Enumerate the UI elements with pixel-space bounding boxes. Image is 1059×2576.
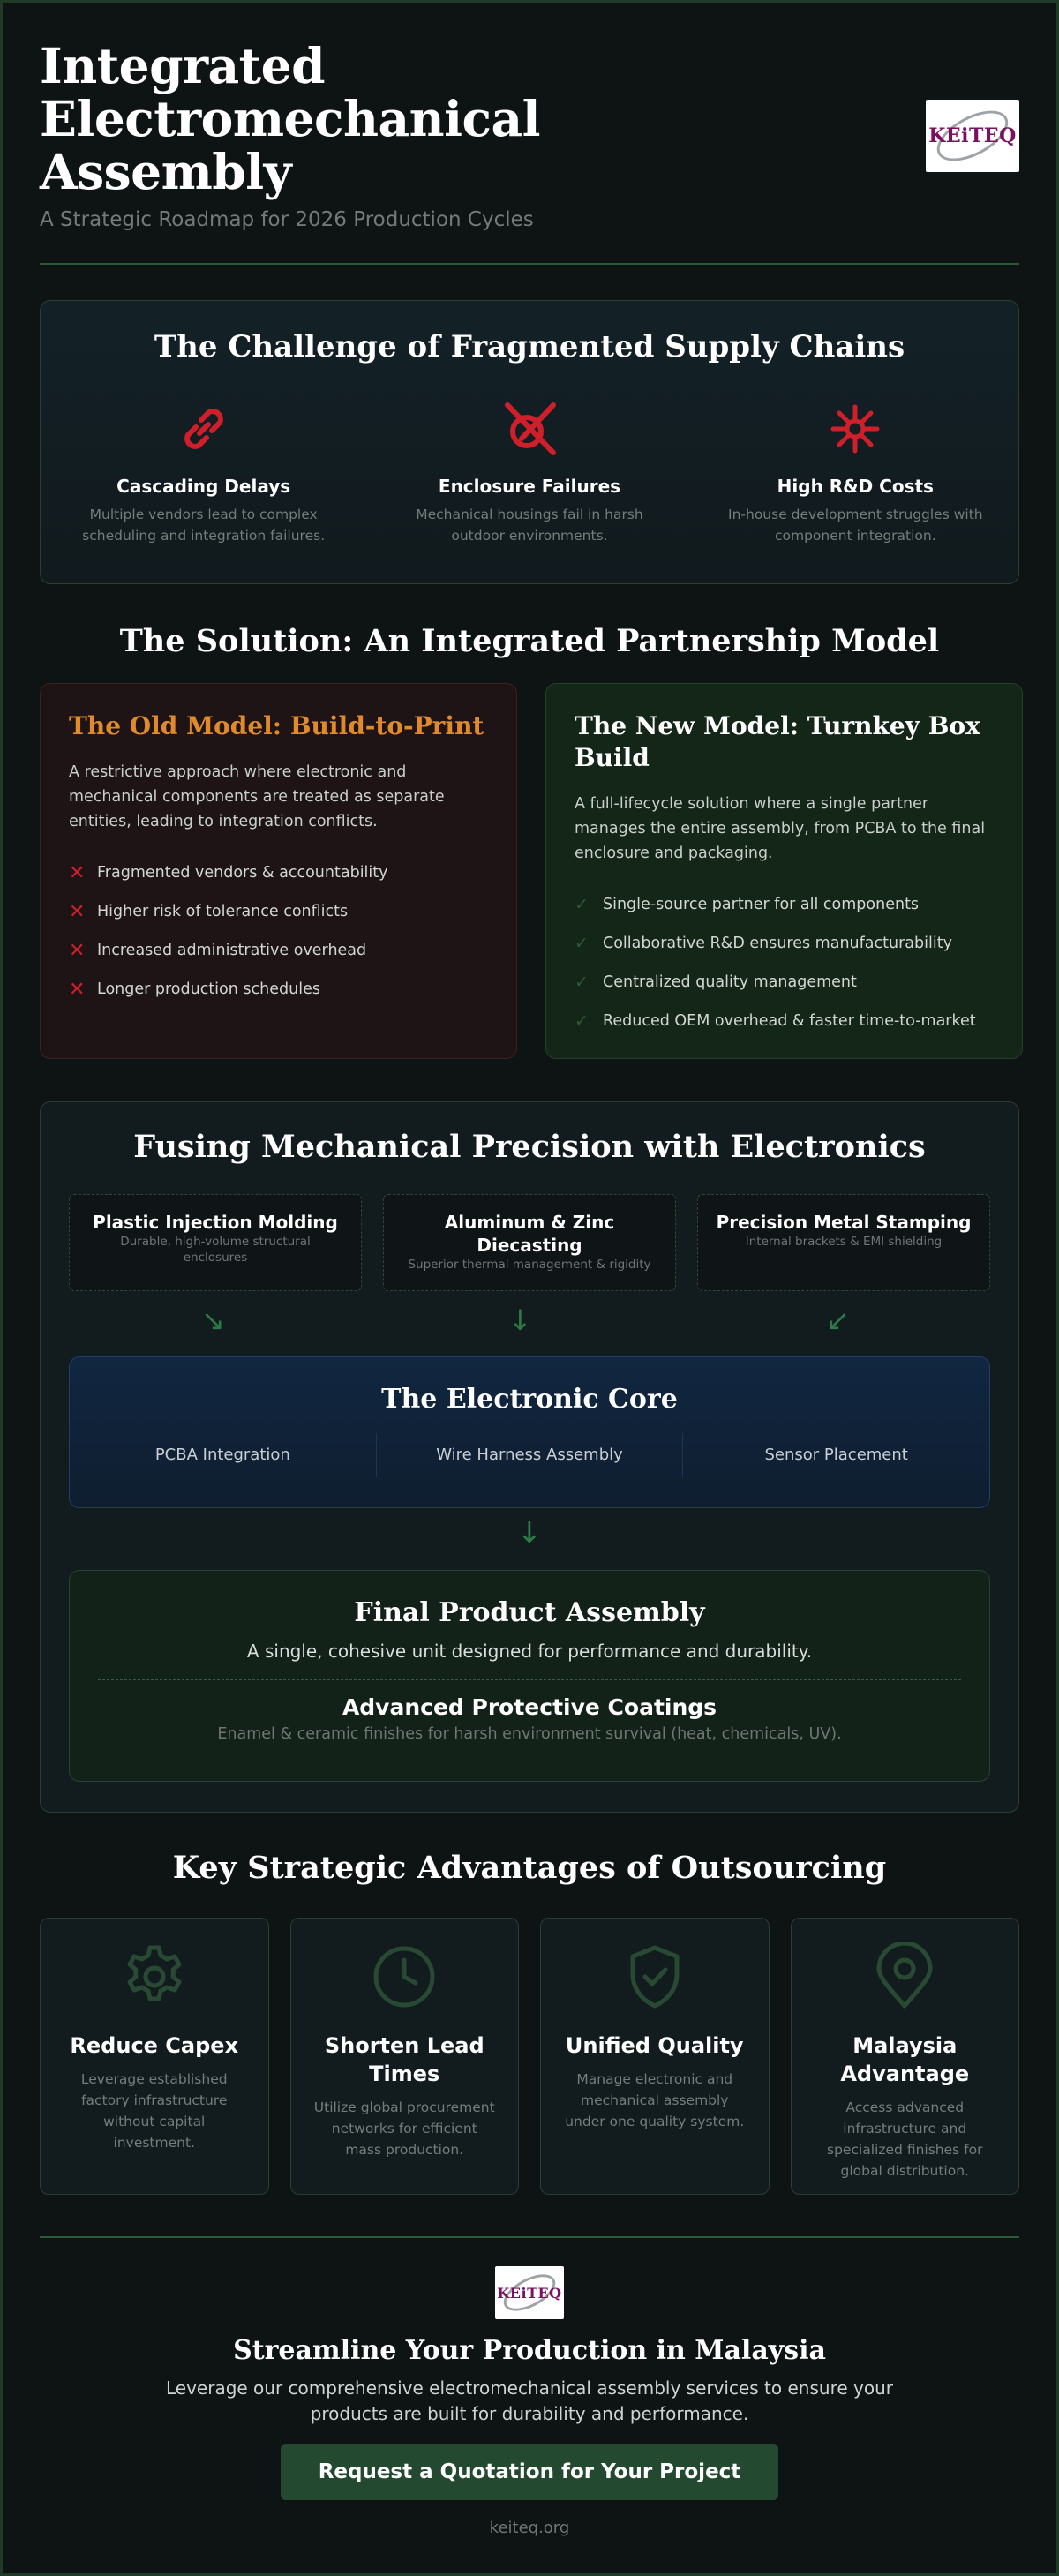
list-item-text: Single-source partner for all components xyxy=(603,896,920,913)
check-icon: ✓ xyxy=(575,934,589,953)
coatings-title: Advanced Protective Coatings xyxy=(342,1694,717,1720)
challenge-item xyxy=(366,398,692,546)
challenge-item xyxy=(693,398,1018,546)
advantage-card xyxy=(791,1918,1020,2195)
new-model-card xyxy=(545,683,1023,1059)
website-link[interactable]: keiteq.org xyxy=(489,2519,570,2537)
challenge-item-title: Enclosure Failures xyxy=(438,476,621,497)
logo-wordmark: KEiTEQ xyxy=(497,2284,562,2302)
request-quotation-button[interactable]: Request a Quotation for Your Project xyxy=(281,2444,778,2500)
coatings-desc: Enamel & ceramic finishes for harsh environment survival (heat, chemicals, UV). xyxy=(217,1725,842,1743)
challenge-item-title: Cascading Delays xyxy=(116,476,291,497)
new-model-list xyxy=(575,885,994,1040)
final-assembly-card xyxy=(69,1570,990,1782)
challenge-section xyxy=(40,300,1019,584)
advantage-title: Reduce Capex xyxy=(70,2033,239,2058)
check-icon: ✓ xyxy=(575,973,589,992)
header xyxy=(40,3,1019,265)
arrow-down-icon: ↓ xyxy=(508,1303,532,1337)
crossed-circle-icon xyxy=(366,398,692,460)
virus-icon xyxy=(693,398,1018,460)
process-sub: Superior thermal management & rigidity xyxy=(408,1258,651,1272)
advantage-desc: Manage electronic and mechanical assembly under one quality system. xyxy=(565,2071,745,2129)
cta-title: Streamline Your Production in Malaysia xyxy=(233,2335,826,2366)
fusing-section xyxy=(40,1101,1019,1813)
core-item: Sensor Placement xyxy=(682,1433,989,1477)
challenge-item-desc: Multiple vendors lead to complex scheduling and integration failures. xyxy=(82,507,326,544)
list-item-text: Reduced OEM overhead & faster time-to-market xyxy=(603,1012,976,1030)
arrow-down-right-icon: ↘ xyxy=(201,1303,225,1337)
list-item xyxy=(69,970,488,1009)
challenge-item-title: High R&D Costs xyxy=(777,476,934,497)
electronic-core-card xyxy=(69,1356,990,1508)
fusing-title: Fusing Mechanical Precision with Electronics xyxy=(133,1129,926,1165)
process-card xyxy=(697,1194,990,1291)
x-icon: ✕ xyxy=(69,861,86,884)
new-model-desc: A full-lifecycle solution where a single partner manages the entire assembly, from PCBA to the final enclosure and packaging. xyxy=(575,795,986,862)
old-model-desc: A restrictive approach where electronic and mechanical components are treated as separate entities, leading to integration conflicts. xyxy=(69,763,445,830)
check-icon: ✓ xyxy=(575,1011,589,1031)
arrow-down-icon: ↓ xyxy=(516,1515,543,1551)
x-icon: ✕ xyxy=(69,900,86,923)
new-model-title: The New Model: Turnkey Box Build xyxy=(575,711,980,772)
advantage-card xyxy=(290,1918,520,2195)
list-item xyxy=(69,931,488,970)
old-model-card xyxy=(40,683,517,1059)
list-item-text: Centralized quality management xyxy=(603,973,857,991)
advantage-card xyxy=(40,1918,269,2195)
advantage-title: Unified Quality xyxy=(565,2033,744,2058)
process-card xyxy=(383,1194,676,1291)
broken-link-icon xyxy=(41,398,366,460)
arrow-down-left-icon: ↙ xyxy=(826,1303,850,1337)
process-sub: Internal brackets & EMI shielding xyxy=(745,1235,943,1249)
shield-check-icon xyxy=(541,1941,769,2012)
logo-wordmark: KEiTEQ xyxy=(928,124,1017,147)
list-item xyxy=(575,963,994,1002)
core-item: Wire Harness Assembly xyxy=(376,1433,683,1477)
x-icon: ✕ xyxy=(69,939,86,962)
challenge-title: The Challenge of Fragmented Supply Chains xyxy=(154,329,905,364)
final-title: Final Product Assembly xyxy=(354,1597,705,1628)
final-sub: A single, cohesive unit designed for performance and durability. xyxy=(246,1641,813,1662)
company-logo xyxy=(926,100,1019,172)
footer-logo xyxy=(495,2266,564,2319)
core-item: PCBA Integration xyxy=(154,1446,290,1464)
advantage-card xyxy=(540,1918,770,2195)
advantage-desc: Leverage established factory infrastructure without capital investment. xyxy=(80,2071,228,2151)
list-item-text: Increased administrative overhead xyxy=(97,942,367,959)
page-subtitle: A Strategic Roadmap for 2026 Production Cycles xyxy=(40,208,534,231)
clock-icon xyxy=(291,1941,519,2012)
list-item xyxy=(575,924,994,963)
old-model-list xyxy=(69,853,488,1009)
advantage-desc: Access advanced infrastructure and specialized finishes for global distribution. xyxy=(827,2099,983,2179)
list-item-text: Fragmented vendors & accountability xyxy=(97,864,388,882)
footer xyxy=(40,2236,1019,2545)
list-item-text: Higher risk of tolerance conflicts xyxy=(97,903,349,920)
challenge-item-desc: In-house development struggles with component integration. xyxy=(728,507,983,544)
gear-icon xyxy=(41,1941,268,2012)
page-title: Integrated Electromechanical Assembly xyxy=(40,37,541,200)
solution-title: The Solution: An Integrated Partnership Model xyxy=(119,623,940,659)
challenge-item xyxy=(41,398,366,546)
map-pin-icon xyxy=(792,1941,1019,2012)
process-sub: Durable, high-volume structural enclosures xyxy=(120,1235,311,1265)
x-icon: ✕ xyxy=(69,978,86,1001)
process-title: Aluminum & Zinc Diecasting xyxy=(444,1212,615,1256)
list-item xyxy=(69,892,488,931)
cta-subtitle: Leverage our comprehensive electromechanical assembly services to ensure your products are built for durability and performance. xyxy=(165,2377,893,2424)
list-item xyxy=(575,1002,994,1040)
list-item-text: Longer production schedules xyxy=(97,980,320,998)
process-title: Precision Metal Stamping xyxy=(716,1212,972,1233)
process-card xyxy=(69,1194,362,1291)
list-item xyxy=(69,853,488,892)
list-item xyxy=(575,885,994,924)
challenge-item-desc: Mechanical housings fail in harsh outdoor environments. xyxy=(416,507,643,544)
advantage-title: Shorten Lead Times xyxy=(324,2033,484,2086)
list-item-text: Collaborative R&D ensures manufacturability xyxy=(603,935,952,952)
process-title: Plastic Injection Molding xyxy=(93,1212,338,1233)
old-model-title: The Old Model: Build-to-Print xyxy=(69,711,484,740)
core-title: The Electronic Core xyxy=(381,1384,678,1415)
advantage-desc: Utilize global procurement networks for efficient mass production. xyxy=(313,2099,495,2158)
advantage-title: Malaysia Advantage xyxy=(840,2033,970,2086)
divider xyxy=(98,1679,961,1680)
advantages-title: Key Strategic Advantages of Outsourcing xyxy=(172,1850,887,1886)
check-icon: ✓ xyxy=(575,895,589,914)
